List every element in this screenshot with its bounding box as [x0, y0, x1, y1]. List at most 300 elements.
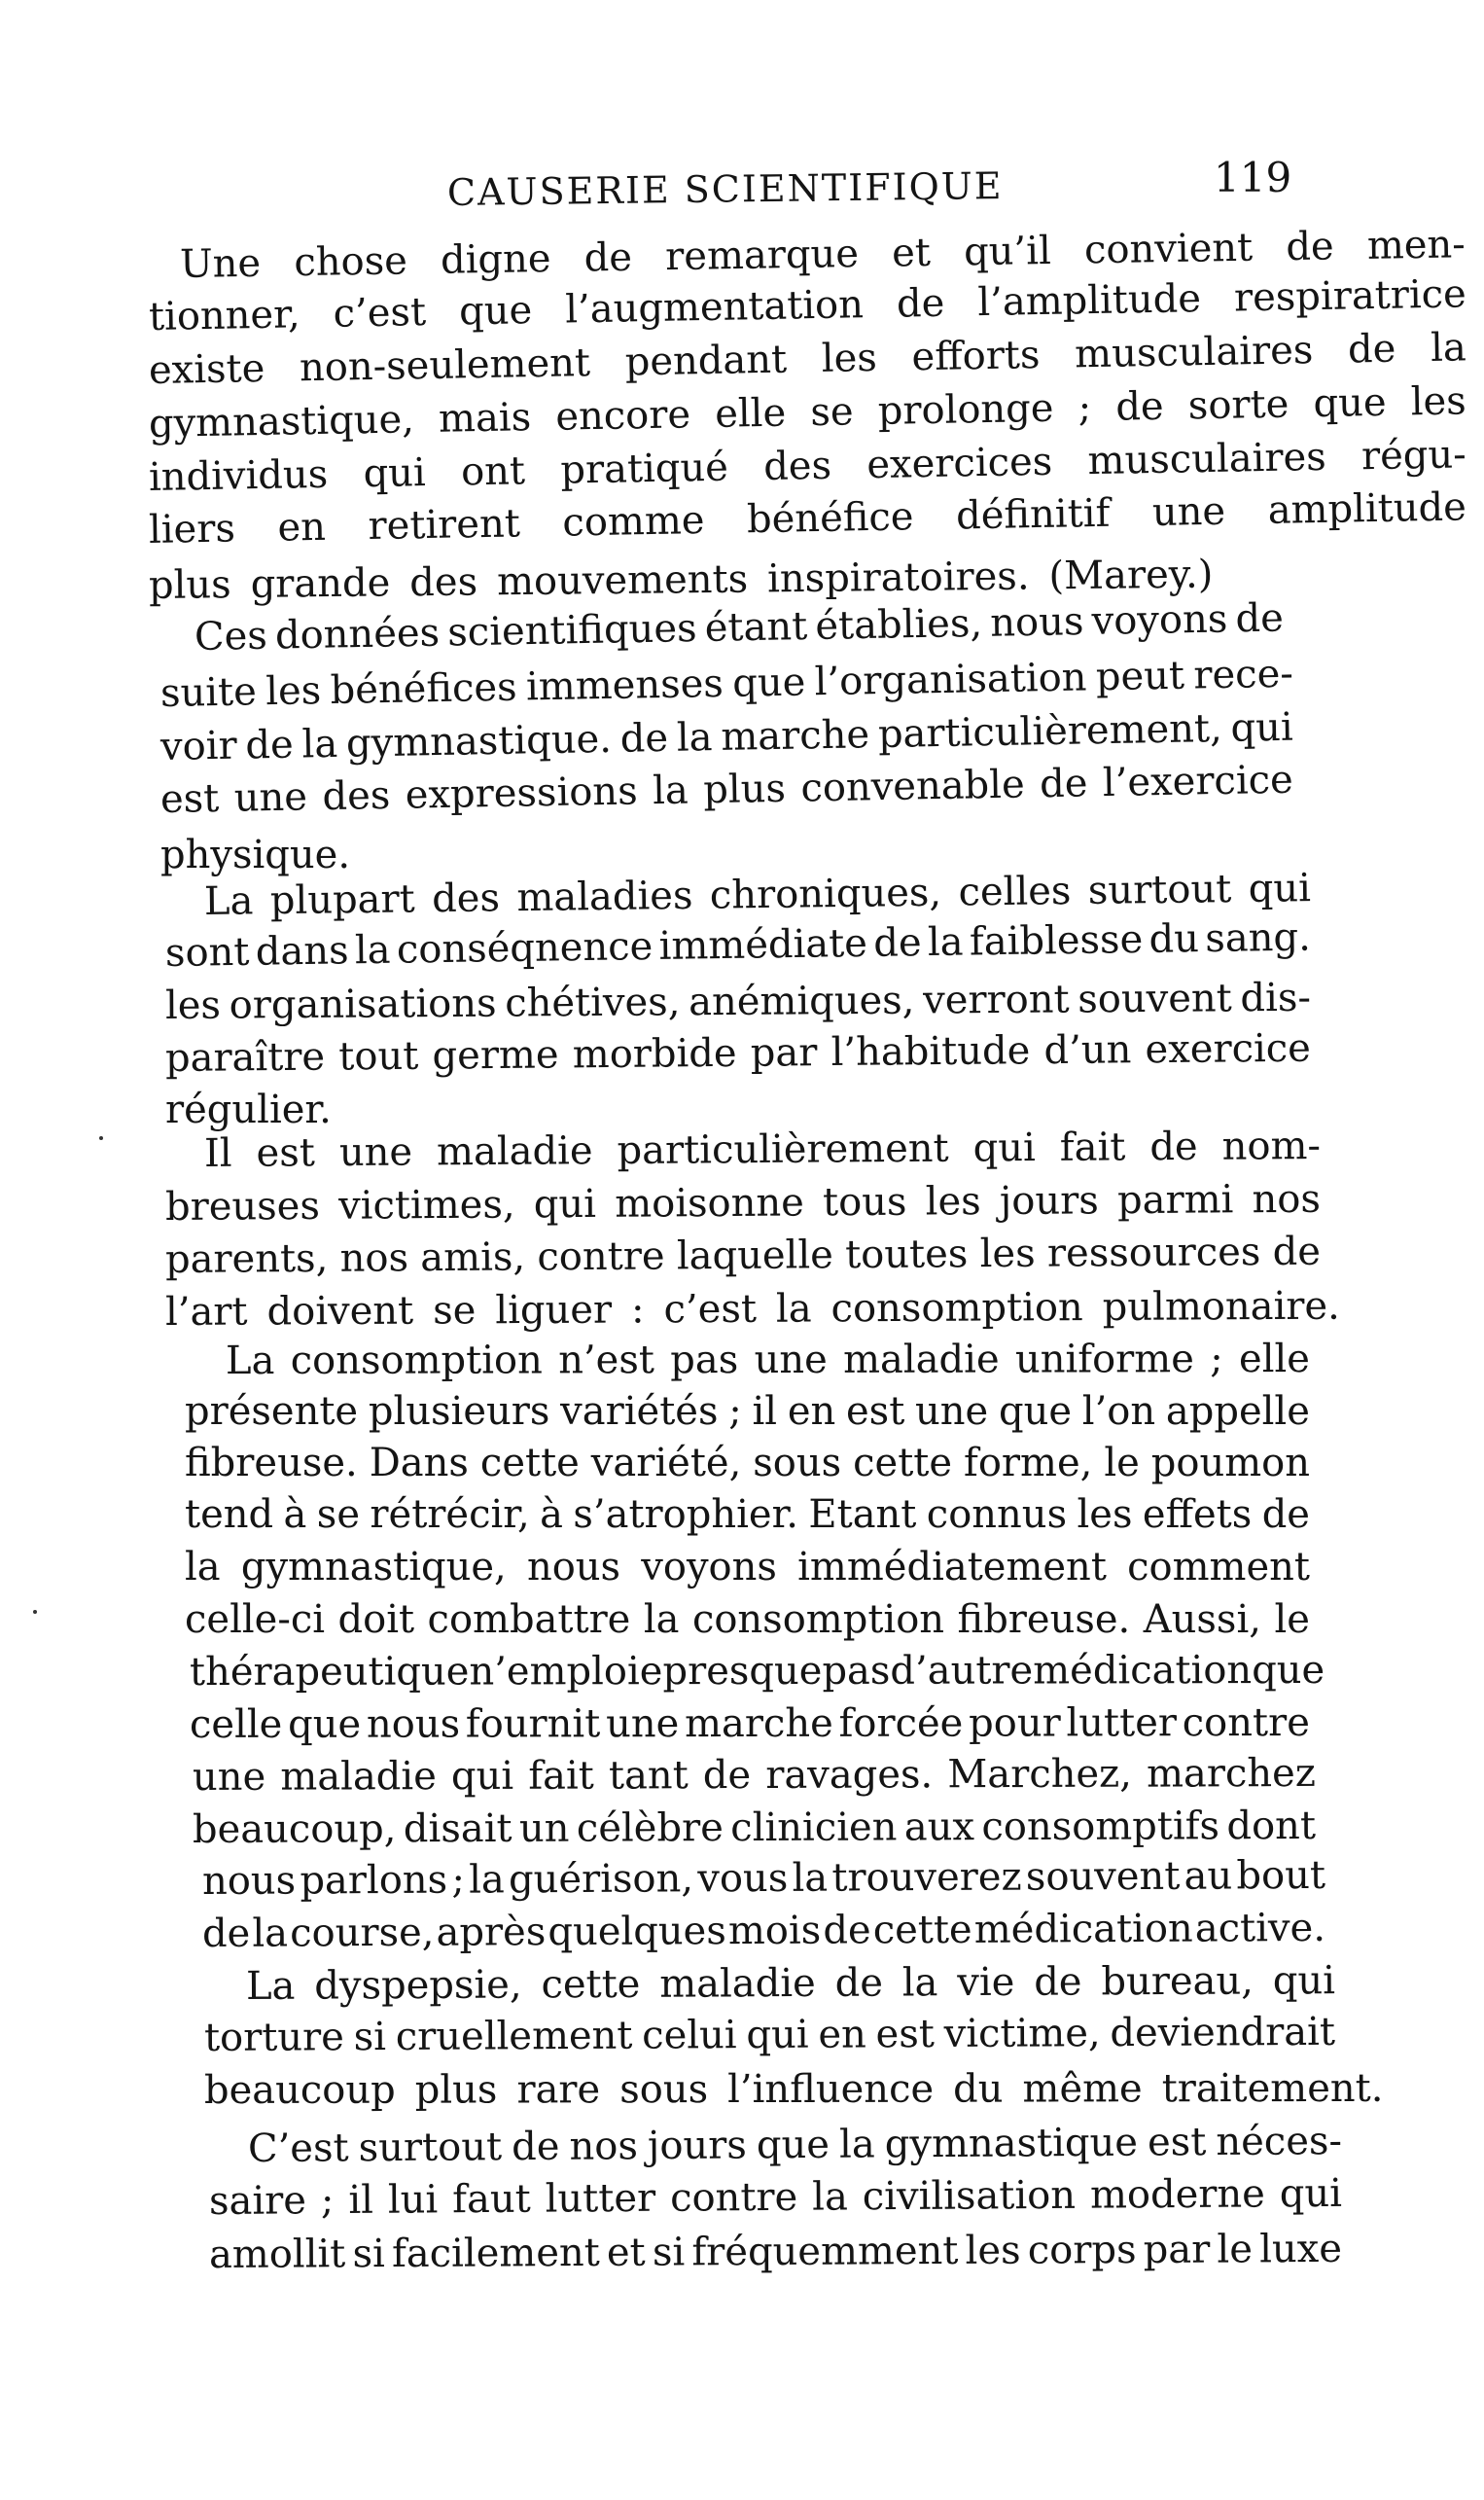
- word: cette: [541, 1961, 641, 2008]
- word: marche: [720, 712, 870, 760]
- word: des: [409, 559, 478, 606]
- word: de: [823, 1908, 871, 1953]
- word: et: [606, 2230, 646, 2275]
- word: uniforme: [1014, 1337, 1194, 1382]
- word: que: [998, 1389, 1073, 1434]
- word: suite: [159, 669, 258, 716]
- word: cette: [479, 1441, 580, 1485]
- word: de: [1286, 224, 1335, 270]
- word: pas: [822, 1648, 891, 1694]
- word: les: [965, 2228, 1021, 2273]
- word: qui: [1248, 866, 1312, 911]
- word: les: [164, 982, 222, 1028]
- word: la: [901, 1960, 938, 2006]
- word: de: [1039, 761, 1088, 807]
- word: se: [316, 1492, 360, 1537]
- word: présente: [185, 1389, 359, 1434]
- word: tous: [822, 1179, 907, 1226]
- word: parlons: [300, 1857, 448, 1904]
- word: combattre: [427, 1597, 631, 1642]
- word: civilisation: [862, 2172, 1077, 2220]
- word: comme: [562, 498, 705, 546]
- word: souvent: [1025, 1853, 1181, 1900]
- word: est: [256, 1130, 316, 1176]
- word: non-seulement: [299, 340, 591, 391]
- word: particulièrement,: [877, 705, 1223, 758]
- word: verront: [922, 977, 1070, 1023]
- word: chose: [294, 238, 408, 286]
- word: les: [821, 335, 878, 381]
- word: marchez: [1146, 1750, 1316, 1797]
- word: variétés: [560, 1389, 719, 1434]
- word: dont: [1226, 1803, 1317, 1849]
- word: c’est: [663, 1286, 758, 1333]
- word: Aussi,: [1143, 1597, 1261, 1642]
- word: de: [619, 715, 669, 762]
- text-line: [226, 1333, 1310, 1387]
- word: pas: [670, 1338, 739, 1383]
- word: que: [731, 660, 806, 706]
- word: l’augmentation: [564, 282, 865, 333]
- word: de: [1261, 1492, 1310, 1537]
- word: les: [1410, 378, 1467, 425]
- word: souvent: [1078, 976, 1232, 1022]
- word: lutter: [545, 2175, 656, 2222]
- word: des: [431, 875, 501, 922]
- word: est: [1147, 2120, 1207, 2165]
- word: même: [1022, 2066, 1143, 2112]
- word: chétives,: [505, 980, 681, 1026]
- word: physique.: [160, 833, 351, 877]
- word: respiratrice: [1233, 271, 1467, 321]
- word: de: [1034, 1959, 1082, 2005]
- text-line: [165, 1022, 1311, 1085]
- word: elle: [714, 390, 787, 437]
- word: et: [891, 230, 932, 276]
- running-title: CAUSERIE SCIENTIFIQUE: [446, 164, 1004, 214]
- word: convient: [1083, 225, 1254, 273]
- word: de: [702, 1752, 752, 1799]
- word: existe: [148, 345, 265, 393]
- word: celle: [189, 1701, 283, 1747]
- word: ;: [1210, 1337, 1223, 1382]
- word: qu’il: [963, 228, 1052, 275]
- word: se: [809, 389, 854, 436]
- word: jours: [999, 1178, 1099, 1225]
- word: breuses: [164, 1183, 321, 1230]
- word: sous: [753, 1441, 842, 1485]
- word: amollit: [208, 2232, 346, 2277]
- word: consomption: [290, 1338, 543, 1383]
- word: Etant: [808, 1492, 917, 1537]
- word: la: [927, 919, 964, 966]
- word: nous: [526, 1545, 621, 1589]
- word: maladies: [516, 873, 693, 921]
- word: bénéfice: [746, 494, 914, 543]
- word: les: [265, 668, 322, 715]
- word: médication: [973, 1906, 1193, 1952]
- word: de: [1114, 383, 1165, 430]
- word: luxe: [1259, 2226, 1343, 2272]
- text-line: [165, 1226, 1321, 1286]
- word: étant: [704, 604, 808, 651]
- word: corps: [1027, 2228, 1137, 2273]
- word: anémiques,: [688, 978, 915, 1025]
- word: amis,: [420, 1234, 526, 1281]
- text-line: [165, 1173, 1321, 1233]
- word: qui: [450, 1753, 514, 1800]
- word: données: [274, 610, 441, 659]
- word: tionner,: [148, 292, 300, 339]
- word: une: [338, 1129, 413, 1176]
- text-line: [202, 1849, 1325, 1908]
- word: l’art: [164, 1289, 248, 1335]
- word: de: [583, 234, 633, 281]
- word: les: [925, 1179, 981, 1225]
- word: dans: [255, 928, 349, 975]
- word: rétrécir,: [370, 1492, 530, 1537]
- word: pour: [969, 1700, 1061, 1746]
- word: plus: [148, 562, 231, 608]
- word: active.: [1194, 1905, 1326, 1951]
- word: lui: [387, 2177, 439, 2223]
- word: la: [652, 768, 689, 814]
- text-line: [190, 1696, 1310, 1751]
- word: tout: [338, 1033, 419, 1080]
- word: de: [872, 920, 922, 966]
- text-line: [204, 2006, 1335, 2064]
- text-line: [185, 1593, 1310, 1646]
- word: c’est: [333, 290, 427, 337]
- word: de: [834, 1960, 884, 2006]
- word: C’est: [247, 2125, 349, 2171]
- word: torture: [203, 2015, 345, 2060]
- word: la: [185, 1545, 221, 1589]
- word: gymnastique,: [148, 397, 415, 446]
- word: ;: [320, 2178, 335, 2224]
- word: que: [1313, 379, 1387, 427]
- word: nous: [201, 1858, 297, 1904]
- word: la: [301, 721, 338, 768]
- word: nos: [1252, 1176, 1322, 1223]
- word: germe: [432, 1032, 559, 1079]
- word: comment: [1127, 1545, 1310, 1589]
- word: nos: [569, 2124, 639, 2169]
- word: poumon: [1150, 1441, 1310, 1485]
- word: faiblesse: [969, 916, 1144, 965]
- running-head: [146, 154, 1323, 222]
- word: :: [630, 1287, 645, 1333]
- word: rare: [516, 2067, 601, 2113]
- word: marche: [685, 1700, 833, 1747]
- word: bénéfices: [330, 664, 518, 713]
- word: que: [1252, 1647, 1325, 1694]
- word: en: [818, 2012, 866, 2057]
- word: toutes: [844, 1232, 969, 1278]
- word: la: [643, 1597, 680, 1642]
- word: est: [846, 1389, 905, 1434]
- word: qui: [746, 2012, 809, 2058]
- text-line: [164, 1280, 1340, 1339]
- word: vous: [697, 1855, 789, 1902]
- word: exercice: [1145, 1025, 1312, 1073]
- word: fréquemment: [691, 2228, 959, 2275]
- margin-mark: [33, 1610, 37, 1614]
- word: immédiatement: [797, 1545, 1107, 1589]
- word: si: [652, 2230, 686, 2275]
- word: maladie: [436, 1128, 593, 1175]
- word: scientifiques: [446, 605, 697, 656]
- word: le: [1274, 1597, 1310, 1642]
- word: morbide: [572, 1030, 737, 1078]
- word: de: [896, 280, 945, 327]
- word: la: [1430, 325, 1467, 371]
- word: parents,: [164, 1235, 329, 1282]
- word: guérison,: [508, 1856, 694, 1903]
- word: tant: [608, 1753, 689, 1799]
- word: qui: [363, 450, 427, 497]
- word: qui: [1279, 2170, 1343, 2217]
- word: une: [1151, 488, 1226, 535]
- text-line: [193, 1800, 1316, 1856]
- word: d’autre: [890, 1648, 1034, 1694]
- word: voir: [159, 723, 237, 769]
- word: consomption: [830, 1285, 1083, 1332]
- word: gymnastique.: [345, 716, 613, 767]
- word: expressions: [405, 768, 639, 818]
- word: Marchez,: [947, 1751, 1133, 1798]
- word: liguer: [495, 1287, 613, 1334]
- word: l’organisation: [814, 655, 1087, 705]
- word: une: [233, 774, 308, 821]
- word: peut: [1095, 653, 1185, 700]
- word: celui: [642, 2013, 737, 2058]
- word: Une: [179, 240, 262, 287]
- word: des: [322, 772, 391, 820]
- word: La: [225, 1338, 275, 1383]
- word: beaucoup,: [192, 1806, 397, 1852]
- word: du: [953, 2066, 1004, 2112]
- word: forme,: [964, 1441, 1093, 1485]
- word: que: [458, 288, 533, 335]
- word: qui: [1230, 704, 1294, 751]
- word: aux: [903, 1804, 975, 1850]
- word: disait: [403, 1805, 512, 1852]
- word: consomption: [691, 1597, 945, 1642]
- word: de: [1347, 326, 1396, 373]
- word: médication: [1033, 1648, 1253, 1694]
- word: thérapeutique: [189, 1649, 470, 1695]
- word: course,: [290, 1910, 435, 1956]
- word: des: [762, 443, 832, 489]
- word: individus: [148, 451, 329, 500]
- word: dis-: [1240, 975, 1312, 1021]
- word: clinicien: [730, 1804, 898, 1851]
- word: de: [201, 1911, 251, 1956]
- text-line: [202, 1902, 1325, 1960]
- text-line: [185, 1488, 1310, 1541]
- word: la: [252, 1911, 289, 1956]
- word: de: [1235, 595, 1285, 642]
- word: fournit: [465, 1701, 601, 1747]
- word: la: [354, 927, 391, 974]
- word: exercices: [866, 439, 1053, 488]
- word: Il: [203, 1130, 232, 1176]
- word: moisonne: [615, 1180, 804, 1227]
- word: régu-: [1360, 432, 1467, 480]
- word: consomptifs: [981, 1804, 1220, 1850]
- word: chroniques,: [709, 870, 942, 918]
- word: si: [353, 2015, 387, 2060]
- word: celle-ci: [185, 1597, 326, 1642]
- word: fait: [528, 1753, 594, 1799]
- word: fait: [1059, 1125, 1126, 1170]
- word: néces-: [1216, 2119, 1343, 2165]
- word: un: [518, 1805, 570, 1851]
- word: il: [752, 1389, 778, 1434]
- word: inspiratoires.: [766, 554, 1030, 602]
- word: se: [433, 1288, 477, 1334]
- word: après: [436, 1910, 547, 1955]
- word: en: [787, 1389, 836, 1434]
- word: n’emploie: [469, 1649, 663, 1695]
- word: de: [511, 2124, 560, 2170]
- word: vie: [957, 1959, 1015, 2006]
- word: jours: [647, 2123, 748, 2169]
- word: maladie: [280, 1754, 437, 1800]
- word: beaucoup: [203, 2067, 396, 2113]
- word: pendant: [624, 337, 788, 385]
- word: les: [1077, 1492, 1133, 1537]
- word: la: [676, 715, 713, 761]
- text-line: [189, 1644, 1325, 1698]
- word: ;: [451, 1857, 465, 1903]
- text-line: [209, 2223, 1342, 2281]
- word: qui: [1272, 1958, 1336, 2004]
- word: moderne: [1089, 2171, 1265, 2218]
- word: le: [1217, 2227, 1254, 2272]
- word: de: [1272, 1229, 1322, 1275]
- word: liers: [148, 506, 236, 553]
- word: ravages.: [765, 1752, 934, 1798]
- word: sang.: [1204, 914, 1312, 962]
- word: mois: [727, 1908, 822, 1954]
- word: de: [245, 722, 295, 768]
- word: l’exercice: [1102, 757, 1294, 806]
- word: Dans: [369, 1441, 469, 1485]
- word: forcée: [838, 1700, 964, 1746]
- word: contre: [1182, 1699, 1310, 1746]
- word: ressources: [1046, 1230, 1261, 1276]
- word: quelques: [548, 1909, 726, 1955]
- word: plupart: [269, 876, 415, 924]
- word: rece-: [1193, 651, 1294, 698]
- word: cette: [853, 1441, 953, 1485]
- word: l’on: [1081, 1389, 1156, 1434]
- word: victimes,: [337, 1182, 515, 1229]
- word: gymnastique,: [240, 1545, 507, 1589]
- word: La: [203, 878, 254, 924]
- word: particulièrement: [617, 1125, 949, 1174]
- word: une: [606, 1701, 680, 1747]
- word: le: [1104, 1441, 1140, 1485]
- word: effets: [1142, 1492, 1253, 1537]
- word: est: [159, 775, 220, 822]
- word: la: [812, 2174, 848, 2220]
- word: connus: [926, 1492, 1068, 1537]
- word: voyons: [641, 1545, 777, 1589]
- word: musculaires: [1087, 434, 1327, 484]
- word: Ces: [194, 613, 268, 660]
- text-line: [185, 1385, 1310, 1438]
- word: victime,: [943, 2011, 1101, 2057]
- word: plus: [702, 766, 787, 813]
- word: surtout: [358, 2125, 503, 2171]
- word: d’un: [1043, 1027, 1132, 1074]
- word: surtout: [1087, 867, 1232, 913]
- word: amplitude: [1267, 484, 1467, 533]
- word: organisations: [229, 981, 497, 1028]
- word: grande: [250, 560, 391, 607]
- word: conséqnence: [396, 924, 654, 973]
- word: fibreuse.: [957, 1597, 1131, 1642]
- word: sous: [619, 2067, 709, 2113]
- text-line: [204, 1120, 1321, 1180]
- word: facilement: [391, 2230, 600, 2277]
- word: pratiqué: [560, 445, 729, 493]
- word: une: [192, 1754, 266, 1800]
- word: mouvements: [496, 556, 749, 605]
- word: n’est: [558, 1338, 654, 1383]
- text-line: [185, 1437, 1310, 1489]
- word: parmi: [1116, 1177, 1234, 1224]
- text-line: [248, 2115, 1342, 2175]
- word: sont: [164, 929, 250, 976]
- word: presque: [662, 1648, 823, 1695]
- word: musculaires: [1074, 328, 1314, 377]
- word: (Marey.): [1048, 552, 1214, 599]
- word: la: [469, 1857, 505, 1903]
- word: appelle: [1165, 1389, 1310, 1434]
- word: que: [756, 2122, 830, 2168]
- word: du: [1148, 916, 1200, 962]
- word: est: [875, 2012, 936, 2057]
- word: maladie: [843, 1337, 1000, 1382]
- word: si: [352, 2232, 385, 2277]
- word: men-: [1366, 222, 1466, 268]
- word: les: [979, 1231, 1036, 1277]
- word: trouverez: [831, 1854, 1022, 1901]
- word: contre: [669, 2174, 798, 2221]
- word: une: [915, 1389, 989, 1434]
- word: tend: [185, 1492, 274, 1537]
- word: au: [1184, 1853, 1233, 1899]
- text-line: [193, 1747, 1316, 1804]
- word: voyons: [1091, 596, 1228, 644]
- word: retirent: [368, 501, 521, 550]
- word: immenses: [525, 661, 724, 710]
- word: pulmonaire.: [1102, 1283, 1340, 1330]
- word: faut: [452, 2176, 531, 2223]
- word: de: [1149, 1124, 1198, 1170]
- word: l’influence: [727, 2066, 935, 2113]
- word: bout: [1236, 1852, 1326, 1899]
- text-line: [203, 2062, 1384, 2117]
- word: une: [754, 1337, 828, 1383]
- word: celles: [958, 869, 1072, 915]
- word: à: [540, 1492, 563, 1537]
- word: s’atrophier.: [573, 1492, 799, 1537]
